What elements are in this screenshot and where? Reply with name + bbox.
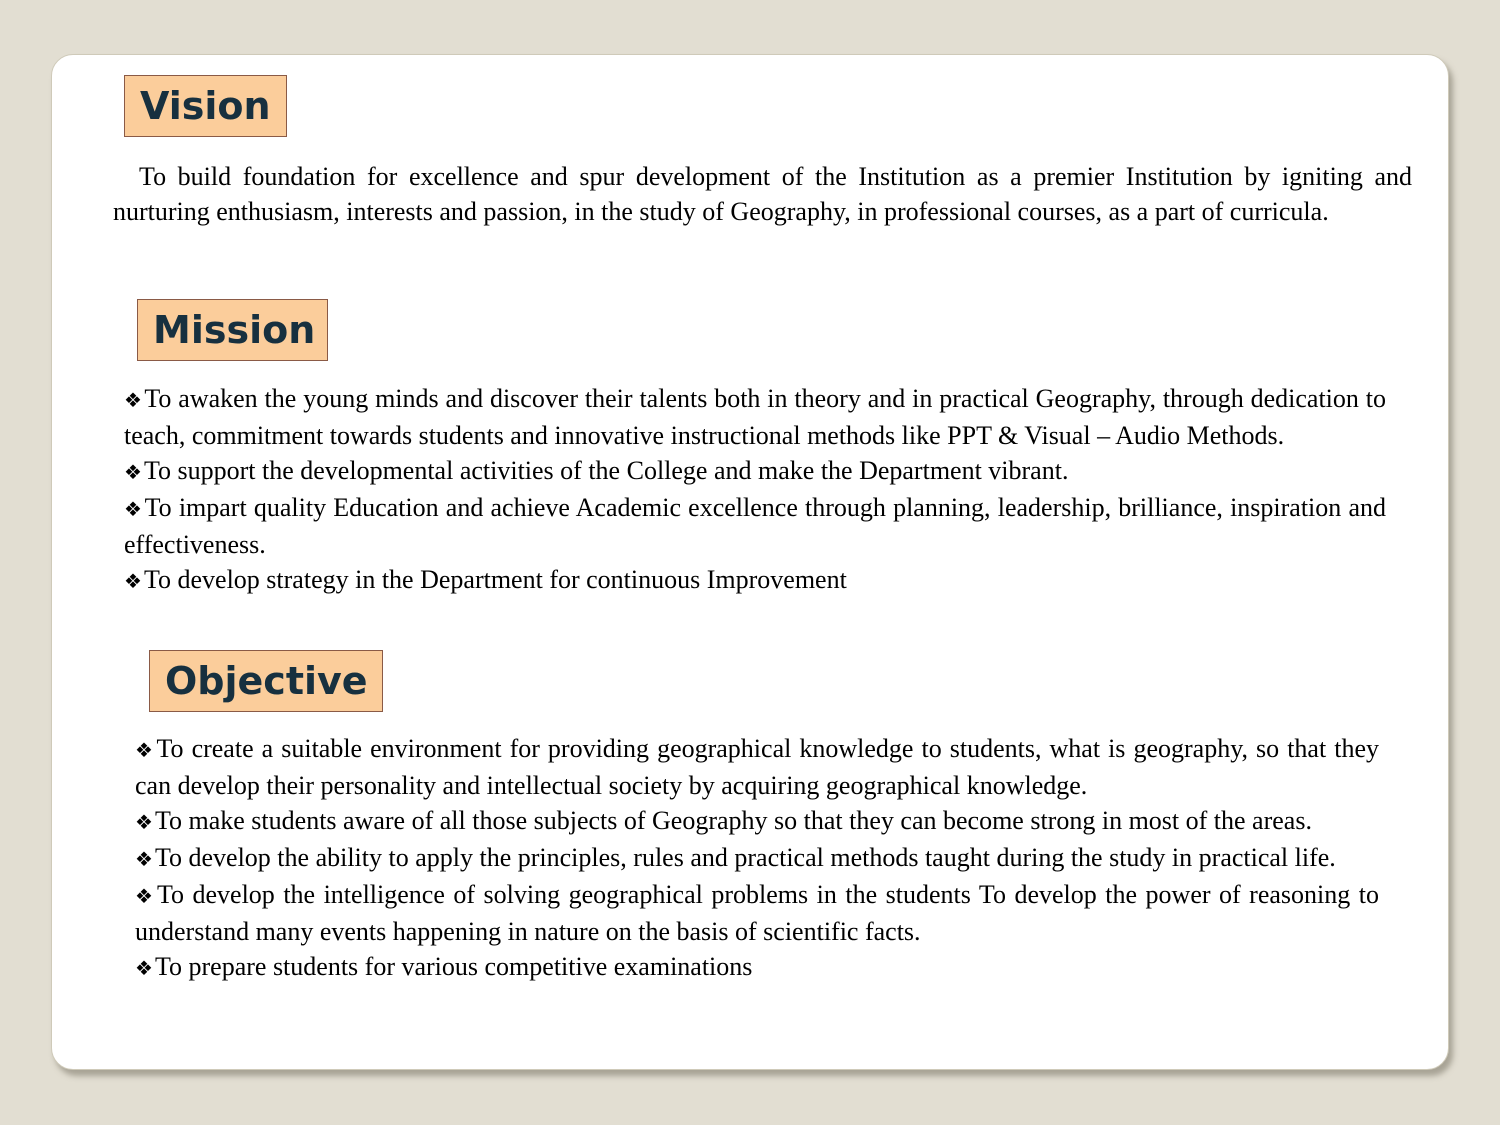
list-item: ❖To develop the ability to apply the principles, rules and practical methods taught during the study in practical life.: [135, 843, 1336, 872]
list-item: ❖To develop strategy in the Department for continuous Improvement: [124, 565, 847, 594]
list-item: ❖To support the developmental activities of the College and make the Department vibrant.: [124, 456, 1069, 485]
diamond-bullet-icon: ❖: [135, 884, 155, 908]
diamond-bullet-icon: ❖: [135, 738, 155, 762]
objective-heading: Objective: [149, 650, 383, 712]
list-item: ❖To create a suitable environment for providing geographical knowledge to students, what is geography, so that they can develop their personality and intellectual society by acquiring geographical knowledge.: [135, 734, 1379, 800]
list-item: ❖To develop the intelligence of solving geographical problems in the students To develop the power of reasoning to understand many events happening in nature on the basis of scientific facts.: [135, 880, 1379, 946]
diamond-bullet-icon: ❖: [124, 497, 143, 521]
list-item: ❖To impart quality Education and achieve Academic excellence through planning, leadership, brilliance, inspiration and effectiveness.: [124, 493, 1386, 559]
objective-list: [135, 731, 1379, 986]
diamond-bullet-icon: ❖: [135, 956, 153, 980]
diamond-bullet-icon: ❖: [124, 388, 143, 412]
list-item: ❖To prepare students for various competitive examinations: [135, 952, 753, 981]
vision-heading: Vision: [124, 75, 287, 137]
mission-heading: Mission: [137, 299, 328, 361]
diamond-bullet-icon: ❖: [124, 460, 142, 484]
diamond-bullet-icon: ❖: [135, 847, 153, 871]
mission-list: [124, 381, 1386, 599]
diamond-bullet-icon: ❖: [124, 569, 142, 593]
list-item: ❖To make students aware of all those subjects of Geography so that they can become strong in most of the areas.: [135, 806, 1312, 835]
list-item: ❖To awaken the young minds and discover their talents both in theory and in practical Geography, through dedication to teach, commitment towards students and innovative instructional methods like PPT & Visual – Audio Methods.: [124, 384, 1386, 450]
diamond-bullet-icon: ❖: [135, 810, 153, 834]
vision-text: To build foundation for excellence and spur development of the Institution as a premier Institution by igniting and nurturing enthusiasm, interests and passion, in the study of Geography, in professional courses, as a part of curricula.: [113, 162, 1412, 226]
